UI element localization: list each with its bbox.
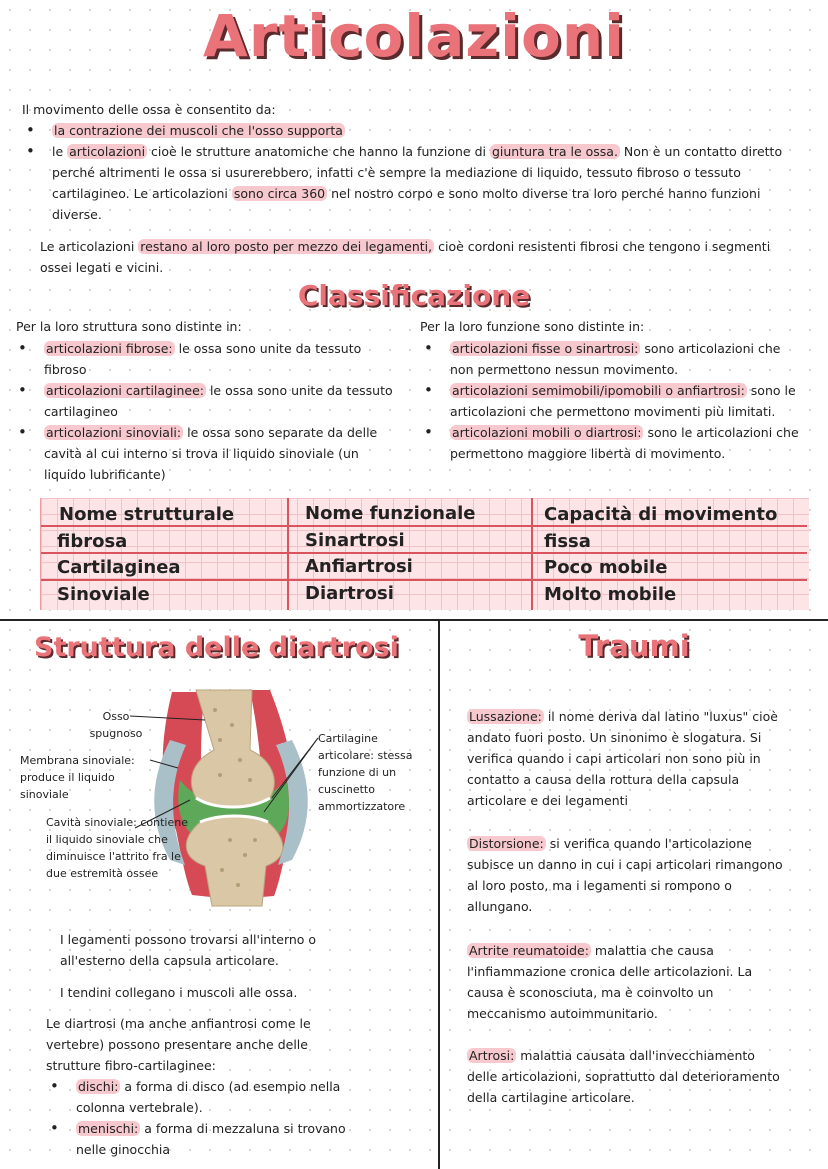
hl-term: articolazioni semimobili/ipomobili o anfiartrosi: [452,383,745,398]
table-row-divider [41,525,807,527]
label-cavita: Cavità sinoviale: contiene il liquido sinoviale che diminuisce l'attrito fra le due estremità ossee [46,816,188,880]
diartrosi-p1: I legamenti possono trovarsi all'interno o all'esterno della capsula articolare. [60,932,317,968]
diartrosi-item [76,1076,376,1118]
hl-term: menischi: [78,1121,139,1136]
text-fragment: a forma di mezzaluna si trovano nelle ginocchia [76,1121,346,1157]
intro-legamenti [40,236,800,278]
hl-term: articolazioni fisse o sinartrosi: [452,341,639,356]
table-row-divider [41,552,807,554]
text-fragment: cioè cordoni resistenti fibrosi che tengono i segmenti ossei legati e vicini. [40,239,771,275]
text-fragment: malattia causata dall'invecchiamento delle articolazioni, soprattutto dal deterioramento della cartilagine articolare. [467,1048,780,1105]
text-fragment: si verifica quando l'articolazione subisce un danno in cui i capi articolari rimangono al loro posto, ma i legamenti si rompono o allungano. [467,836,783,914]
classificazione-heading: Classificazione [297,279,531,312]
hl-term: dischi: [78,1079,119,1094]
table-cell: Cartilaginea [57,557,181,578]
intro-list [52,120,804,225]
diartrosi-list [76,1076,376,1160]
section-divider-vertical [438,619,440,1169]
struttura-lead: Per la loro struttura sono distinte in: [16,319,242,334]
text-fragment: le ossa sono unite da tessuto cartilagineo [44,383,393,419]
table-col-divider [287,498,289,610]
text-fragment: cioè le strutture anatomiche che hanno la funzione di [147,144,490,159]
table-cell: fibrosa [57,531,128,552]
text-fragment: le ossa sono separate da delle cavità al cui interno si trova il liquido sinoviale (un liquido lubrificante) [44,425,378,482]
trauma-item [467,940,787,1024]
hl-term: Artrosi: [469,1048,515,1063]
funzione-lead: Per la loro funzione sono distinte in: [420,319,645,334]
hl-term: Artrite reumatoide: [469,943,589,958]
text-fragment: Non è un contatto diretto perché altrimenti le ossa si usurerebbero, infatti c'è sempre la mediazione di liquido, tessuto fibroso o tessuto cartilagineo. Le articolazioni [52,144,783,201]
trauma-item [467,706,797,811]
table-col-divider [531,498,533,610]
hl-articolazioni: articolazioni [69,144,146,159]
intro-bullet-muscoli [52,120,804,141]
table-cell: Poco mobile [544,557,668,578]
table-cell: Anfiartrosi [305,556,413,577]
text-fragment: malattia che causa l'infiammazione cronica delle articolazioni. La causa è sconosciuta, ma è coinvolto un meccanismo autoimmunitario. [467,943,753,1021]
table-cell: fissa [544,531,591,552]
funzione-list [450,338,802,464]
funzione-item [450,380,802,422]
struttura-item [44,380,396,422]
diartrosi-heading: Struttura delle diartrosi [34,632,399,663]
hl-term: articolazioni cartilaginee: [46,383,204,398]
table-cell: Sinartrosi [305,530,405,551]
text-fragment: Le articolazioni [40,239,139,254]
table-cell: Molto mobile [544,584,677,605]
hl-muscoli: la contrazione dei muscoli che l'osso supporta [54,123,343,138]
funzione-item [450,338,802,380]
hl-term: articolazioni fibrose: [46,341,173,356]
diartrosi-p3: Le diartrosi (ma anche anfiantrosi come le vertebre) possono presentare anche delle strutture fibro-cartilaginee: [46,1016,311,1073]
table-header: Nome funzionale [305,503,476,524]
hl-term: articolazioni sinoviali: [46,425,182,440]
struttura-list [44,338,396,485]
text-fragment: nel nostro corpo e sono molto diverse tra loro perché hanno funzioni diverse. [52,186,761,222]
diartrosi-item [76,1118,376,1160]
text-fragment: le [52,144,68,159]
trauma-item [467,833,787,917]
text-fragment: il nome deriva dal latino "luxus" cioè andato fuori posto. Un sinonimo è slogatura. Si verifica quando i capi articolari non sono più in contatto a causa della rottura della capsula articolare e dei legamenti [467,709,778,808]
label-osso: Osso spugnoso [89,710,143,740]
classification-table [40,498,809,610]
traumi-heading: Traumi [578,629,690,663]
section-divider-horizontal [0,619,828,621]
struttura-item [44,422,396,485]
diartrosi-p2: I tendini collegano i muscoli alle ossa. [60,985,298,1000]
text-fragment: le ossa sono unite da tessuto fibroso [44,341,362,377]
text-fragment: sono le articolazioni che permettono movimenti più limitati. [450,383,796,419]
table-cell: Sinoviale [57,584,150,605]
text-fragment: a forma di disco (ad esempio nella colonna vertebrale). [76,1079,341,1115]
hl-term: Distorsione: [469,836,544,851]
text-fragment: sono le articolazioni che permettono maggiore libertà di movimento. [450,425,799,461]
table-header: Capacità di movimento [544,504,778,525]
hl-term: articolazioni mobili o diartrosi: [452,425,642,440]
text-fragment: sono articolazioni che non permettono nessun movimento. [450,341,781,377]
table-cell: Diartrosi [305,583,394,604]
label-membrana: Membrana sinoviale: produce il liquido sinoviale [20,754,135,801]
struttura-item [44,338,396,380]
intro-bullet-articolazioni [52,141,804,225]
hl-giuntura: giuntura tra le ossa. [491,144,618,159]
funzione-item [450,422,802,464]
hl-360: sono circa 360 [233,186,326,201]
table-header: Nome strutturale [59,504,235,525]
hl-legamenti: restano al loro posto per mezzo dei legamenti, [140,239,433,254]
label-cartilagine: Cartilagine articolare: stessa funzione di un cuscinetto ammortizzatore [318,732,413,813]
page-title: Articolazioni [202,2,625,70]
hl-term: Lussazione: [469,709,542,724]
table-row-divider [41,579,807,581]
intro-lead: Il movimento delle ossa è consentito da: [22,102,276,117]
trauma-item [467,1045,787,1108]
